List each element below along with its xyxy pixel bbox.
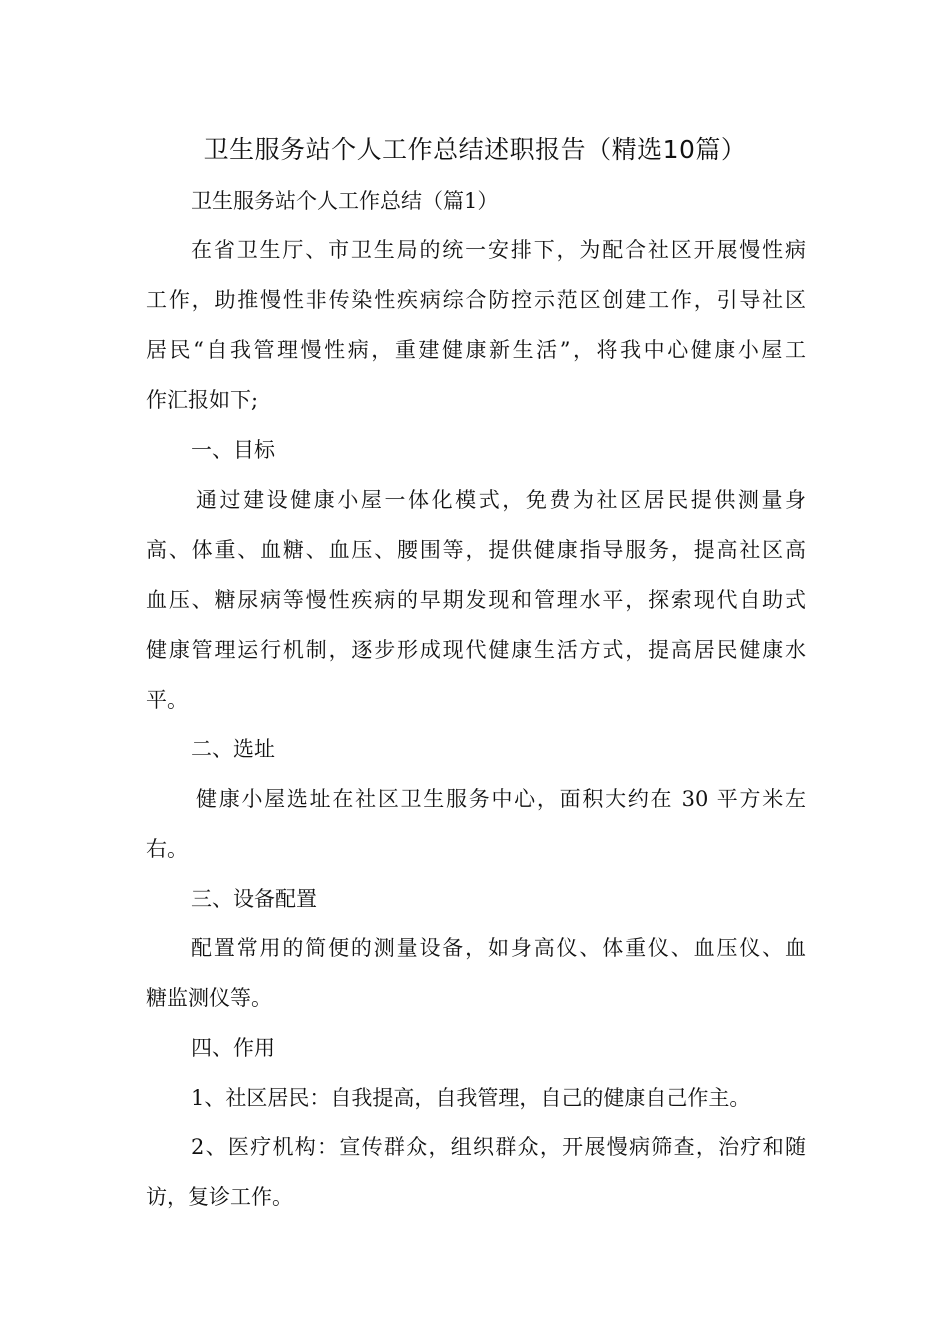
section-heading: 二、选址 [191, 737, 275, 761]
paragraph-line: 配置常用的简便的测量设备，如身高仪、体重仪、血压仪、血 [191, 936, 806, 960]
section-heading: 三、设备配置 [191, 887, 317, 911]
paragraph-line: 工作，助推慢性非传染性疾病综合防控示范区创建工作，引导社区 [146, 288, 806, 312]
paragraph-line: 通过建设健康小屋一体化模式，免费为社区居民提供测量身 [196, 488, 806, 512]
paragraph-line: 糖监测仪等。 [146, 986, 272, 1010]
document-title: 卫生服务站个人工作总结述职报告（精选10篇） [203, 135, 747, 164]
paragraph-line: 居民“自我管理慢性病，重建健康新生活”，将我中心健康小屋工 [146, 338, 806, 362]
paragraph-line: 高、体重、血糖、血压、腰围等，提供健康指导服务，提高社区高 [146, 538, 806, 562]
paragraph-line: 平。 [146, 688, 188, 712]
paragraph-line: 健康管理运行机制，逐步形成现代健康生活方式，提高居民健康水 [146, 638, 806, 662]
section-subtitle: 卫生服务站个人工作总结（篇1） [191, 189, 499, 213]
paragraph-line: 2、医疗机构：宣传群众，组织群众，开展慢病筛查，治疗和随 [191, 1135, 806, 1159]
paragraph-line: 作汇报如下; [146, 388, 259, 412]
paragraph-line: 血压、糖尿病等慢性疾病的早期发现和管理水平，探索现代自助式 [146, 588, 806, 612]
section-heading: 四、作用 [191, 1036, 275, 1060]
paragraph-line: 1、社区居民：自我提高，自我管理，自己的健康自己作主。 [191, 1086, 751, 1110]
section-heading: 一、目标 [191, 438, 275, 462]
paragraph-line: 健康小屋选址在社区卫生服务中心，面积大约在 30 平方米左 [196, 787, 806, 811]
paragraph-line: 访，复诊工作。 [146, 1185, 293, 1209]
paragraph-line: 右。 [146, 837, 188, 861]
paragraph-line: 在省卫生厅、市卫生局的统一安排下，为配合社区开展慢性病 [191, 238, 806, 262]
